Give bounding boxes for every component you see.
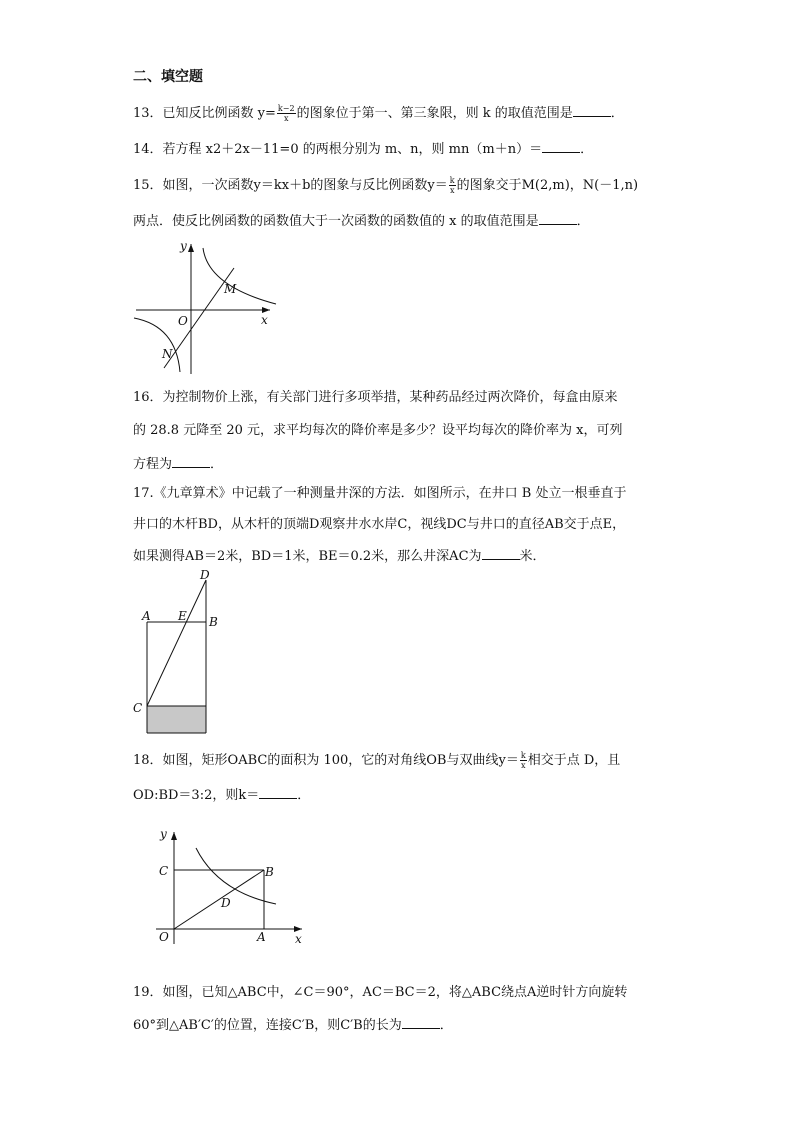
q18-frac-den: x [521,761,526,770]
question-15-line2 [133,212,590,231]
question-18 [133,751,620,770]
question-16-line3 [133,455,223,474]
q18-answer-blank[interactable] [259,786,297,799]
question-17-line3 [133,547,546,566]
q18-text-post: 相交于点 D，且 [527,753,621,768]
q18-label-x: x [295,932,302,946]
q13-fraction [277,104,296,123]
q15-label-o: O [178,314,188,328]
q14-end: ． [580,142,594,157]
q17-label-b: B [209,615,218,629]
question-16-line2 [133,422,622,440]
q18-label-a: A [257,930,266,944]
q19-end: ． [439,1018,453,1033]
section-title: 二、填空题 [133,69,203,85]
q15-text-post: 的图象交于M(2,m)，N(－1,n) [456,178,639,193]
q15-hyperbola-branch-2 [134,318,180,372]
q17-label-d: D [200,568,210,582]
q18-label-b: B [265,865,274,879]
q18-diagonal-ob [174,870,264,929]
q15-label-m: M [224,282,237,296]
q18-figure [148,826,308,950]
q17-label-c: C [133,701,143,715]
q17-answer-blank[interactable] [482,547,520,560]
q16-line3: 方程为 [133,457,173,472]
q15-end: ． [576,214,590,229]
q15-label-n: N [162,347,173,361]
q19-line1: 19．如图，已知△ABC中，∠C＝90°，AC＝BC＝2，将△ABC绕点A逆时针方向旋转 [133,985,628,1000]
question-18-line2 [133,786,310,805]
q17-water [147,706,206,733]
q17-line1: 17.《九章算术》中记载了一种测量井深的方法．如图所示，在井口 B 处立一根垂直于 [133,486,627,501]
q13-frac-num: k−2 [277,104,295,113]
q15-fraction [449,176,456,195]
q18-label-d: D [221,896,231,910]
q17-label-a: A [142,609,151,623]
q17-label-e: E [178,609,187,623]
q18-y-arrow [171,832,177,840]
q15-answer-blank[interactable] [539,212,577,225]
question-19 [133,984,627,1002]
q16-answer-blank[interactable] [172,455,210,468]
question-17-line2 [133,516,625,534]
q18-end: ． [297,788,311,803]
q18-frac-num: k [520,751,526,760]
q18-label-o: O [159,930,169,944]
q15-label-y: y [180,239,187,253]
q15-line2: 两点．使反比例函数的函数值大于一次函数的函数值的 x 的取值范围是 [133,214,539,229]
question-13 [133,104,624,123]
q13-text-post: 的图象位于第一、第三象限，则 k 的取值范围是 [296,106,573,121]
q17-end: 米． [519,549,546,564]
q15-text-pre: 15．如图，一次函数y＝kx＋b的图象与反比例函数y＝ [133,178,448,193]
q15-figure [128,236,278,376]
q18-text-pre: 18．如图，矩形OABC的面积为 100，它的对角线OB与双曲线y＝ [133,753,519,768]
q19-line2: 60°到△AB′C′的位置，连接C′B，则C′B的长为 [133,1018,402,1033]
q18-label-y: y [160,827,167,841]
q17-figure [128,566,228,738]
question-15 [133,176,638,195]
q18-line2: OD:BD＝3:2，则k＝ [133,788,260,803]
question-14 [133,140,593,159]
q15-frac-num: k [449,176,455,185]
q13-answer-blank[interactable] [573,104,611,117]
q13-frac-den: x [283,114,289,123]
q15-label-x: x [261,313,268,327]
q15-hyperbola-branch-1 [203,248,276,304]
q14-answer-blank[interactable] [542,140,580,153]
q17-line2: 井口的木杆BD，从木杆的顶端D观察井水水岸C，视线DC与井口的直径AB交于点E， [133,517,626,532]
q15-frac-den: x [449,186,455,195]
q16-line1: 16．为控制物价上涨，有关部门进行多项举措，某种药品经过两次降价，每盒由原来 [133,390,618,405]
q18-label-c: C [159,864,169,878]
q13-text-pre: 13．已知反比例函数 y= [133,106,276,121]
q16-end: ． [210,457,224,472]
question-19-line2 [133,1016,453,1035]
q19-answer-blank[interactable] [402,1016,440,1029]
q16-line2: 的 28.8 元降至 20 元，求平均每次的降价率是多少？设平均每次的降价率为 x，可列 [133,423,623,438]
q17-sightline-dc [147,580,206,706]
q15-y-arrow [188,244,194,252]
question-16 [133,389,618,407]
q14-text: 14．若方程 x2＋2x－11=0 的两根分别为 m、n，则 mn（m＋n）＝ [133,142,543,157]
q17-line3: 如果测得AB＝2米，BD＝1米，BE＝0.2米，那么井深AC为 [133,549,482,564]
q18-fraction [520,751,527,770]
q13-end: ． [610,106,624,121]
question-17 [133,485,627,503]
